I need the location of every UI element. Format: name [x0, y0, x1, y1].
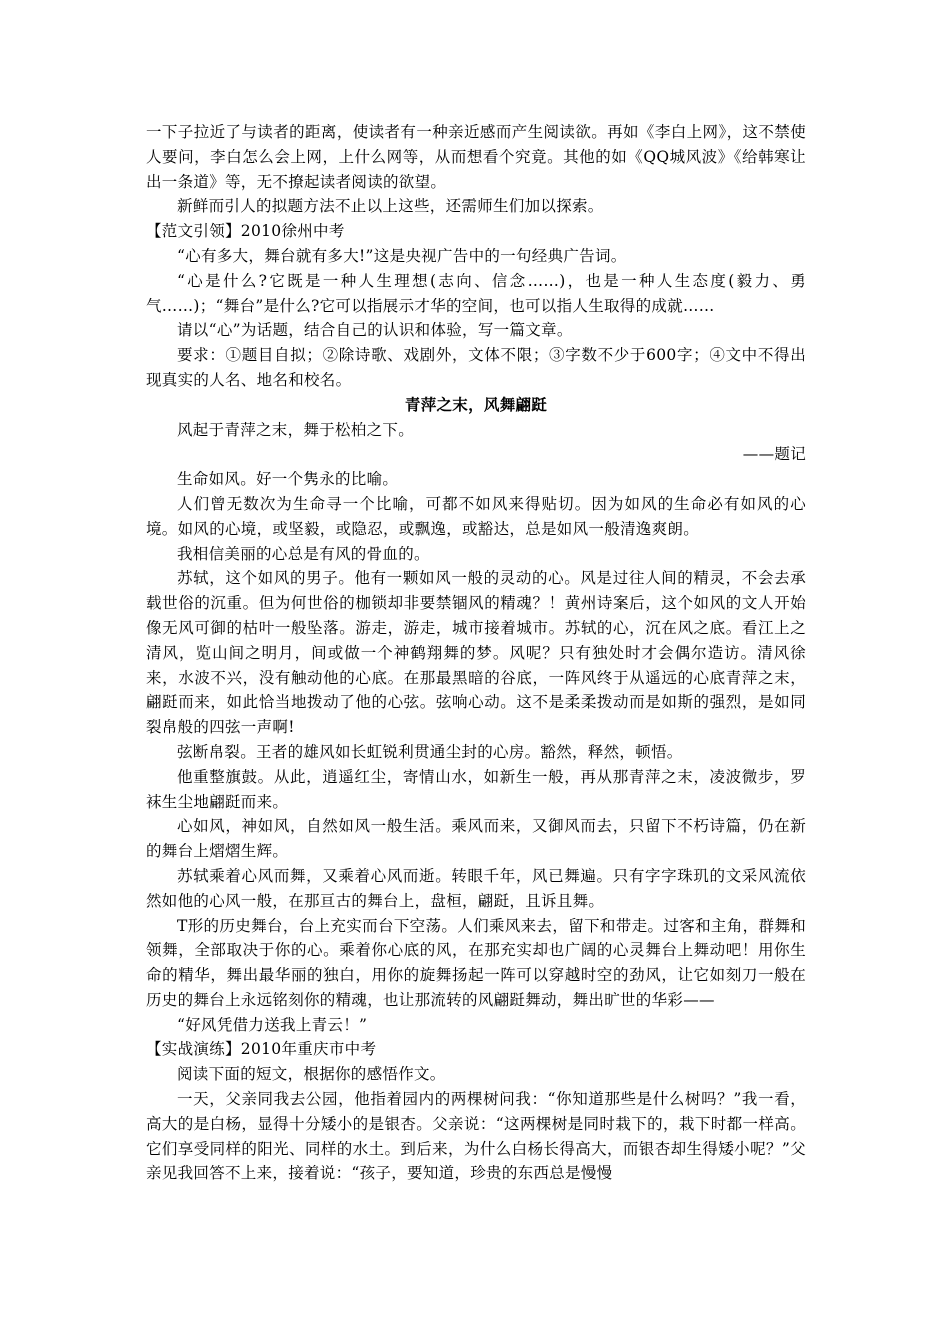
paragraph: 他重整旗鼓。从此，逍遥红尘，寄情山水，如新生一般，再从那青萍之末，凌波微步，罗袜生尘地翩跹而来。 — [146, 767, 806, 811]
paragraph: 一下子拉近了与读者的距离，使读者有一种亲近感而产生阅读欲。再如《李白上网》，这不禁使人要问，李白怎么会上网，上什么网等，从而想看个究竟。其他的如《QQ城风波》《给韩寒让出一条道》等，无不撩起读者阅读的欲望。 — [146, 123, 806, 191]
paragraph: 新鲜而引人的拟题方法不止以上这些，还需师生们加以探索。 — [177, 197, 604, 216]
epigraph-attribution: ——题记 — [742, 445, 806, 464]
paragraph: 我相信美丽的心总是有风的骨血的。 — [177, 544, 430, 563]
paragraph: 【范文引领】2010徐州中考 — [146, 222, 345, 241]
paragraph: “好风凭借力送我上青云！” — [177, 1015, 368, 1034]
paragraph: 苏轼，这个如风的男子。他有一颗如风一般的灵动的心。风是过往人间的精灵，不会去承载世俗的沉重。但为何世俗的枷锁却非要禁锢风的精魂？！黄州诗案后，这个如风的文人开始像无风可御的枯叶一般坠落。游走，游走，城市接着城市。苏轼的心，沉在风之底。看江上之清风，览山间之明月，间或做一个神鹤翔舞的梦。风呢？只有独处时才会偶尔造访。清风徐来，水波不兴，没有触动他的心底。在那最黑暗的谷底，一阵风终于从遥远的心底青萍之末，翩跹而来，如此恰当地拨动了他的心弦。弦响心动。这不是柔柔拨动而是如斯的强烈，是如同裂帛般的四弦一声啊! — [146, 569, 806, 737]
document-body — [146, 120, 806, 1186]
paragraph: “心是什么?它既是一种人生理想(志向、信念……)，也是一种人生态度(毅力、勇气……)；“舞台”是什么?它可以指展示才华的空间，也可以指人生取得的成就…… — [146, 271, 806, 315]
paragraph: “心有多大，舞台就有多大!”这是央视广告中的一句经典广告词。 — [177, 246, 627, 265]
paragraph: 风起于青萍之末，舞于松柏之下。 — [177, 420, 415, 439]
paragraph: 【实战演练】2010年重庆市中考 — [146, 1040, 377, 1059]
paragraph: 苏轼乘着心风而舞，又乘着心风而逝。转眼千年，风已舞遍。只有字字珠玑的文采风流依然如他的心风一般，在那亘古的舞台上，盘桓，翩跹，且诉且舞。 — [146, 866, 806, 910]
essay-title: 青萍之末，风舞翩跹 — [404, 395, 548, 414]
paragraph: 人们曾无数次为生命寻一个比喻，可都不如风来得贴切。因为如风的生命必有如风的心境。如风的心境，或坚毅，或隐忍，或飘逸，或豁达，总是如风一般清逸爽朗。 — [146, 494, 806, 538]
paragraph: T形的历史舞台，台上充实而台下空荡。人们乘风来去，留下和带走。过客和主角，群舞和领舞，全部取决于你的心。乘着你心底的风，在那充实却也广阔的心灵舞台上舞动吧！用你生命的精华，舞出最华丽的独白，用你的旋舞扬起一阵可以穿越时空的劲风，让它如刻刀一般在历史的舞台上永远铭刻你的精魂，也让那流转的风翩跹舞动，舞出旷世的华彩—— — [146, 916, 806, 1009]
paragraph: 一天，父亲同我去公园，他指着园内的两棵树问我：“你知道那些是什么树吗？”我一看，高大的是白杨，显得十分矮小的是银杏。父亲说：“这两棵树是同时栽下的，栽下时都一样高。它们享受同样的阳光、同样的水土。到后来，为什么白杨长得高大，而银杏却生得矮小呢？”父亲见我回答不上来，接着说：“孩子，要知道，珍贵的东西总是慢慢 — [146, 1090, 806, 1183]
paragraph: 阅读下面的短文，根据你的感悟作文。 — [177, 1065, 446, 1084]
paragraph: 生命如风。好一个隽永的比喻。 — [177, 470, 399, 489]
paragraph: 弦断帛裂。王者的雄风如长虹锐利贯通尘封的心房。豁然，释然，顿悟。 — [177, 742, 683, 761]
paragraph: 心如风，神如风，自然如风一般生活。乘风而来，又御风而去，只留下不朽诗篇，仍在新的舞台上熠熠生辉。 — [146, 817, 806, 861]
paragraph: 请以“心”为话题，结合自己的认识和体验，写一篇文章。 — [177, 321, 573, 340]
paragraph: 要求：①题目自拟；②除诗歌、戏剧外，文体不限；③字数不少于600字；④文中不得出现真实的人名、地名和校名。 — [146, 346, 806, 389]
